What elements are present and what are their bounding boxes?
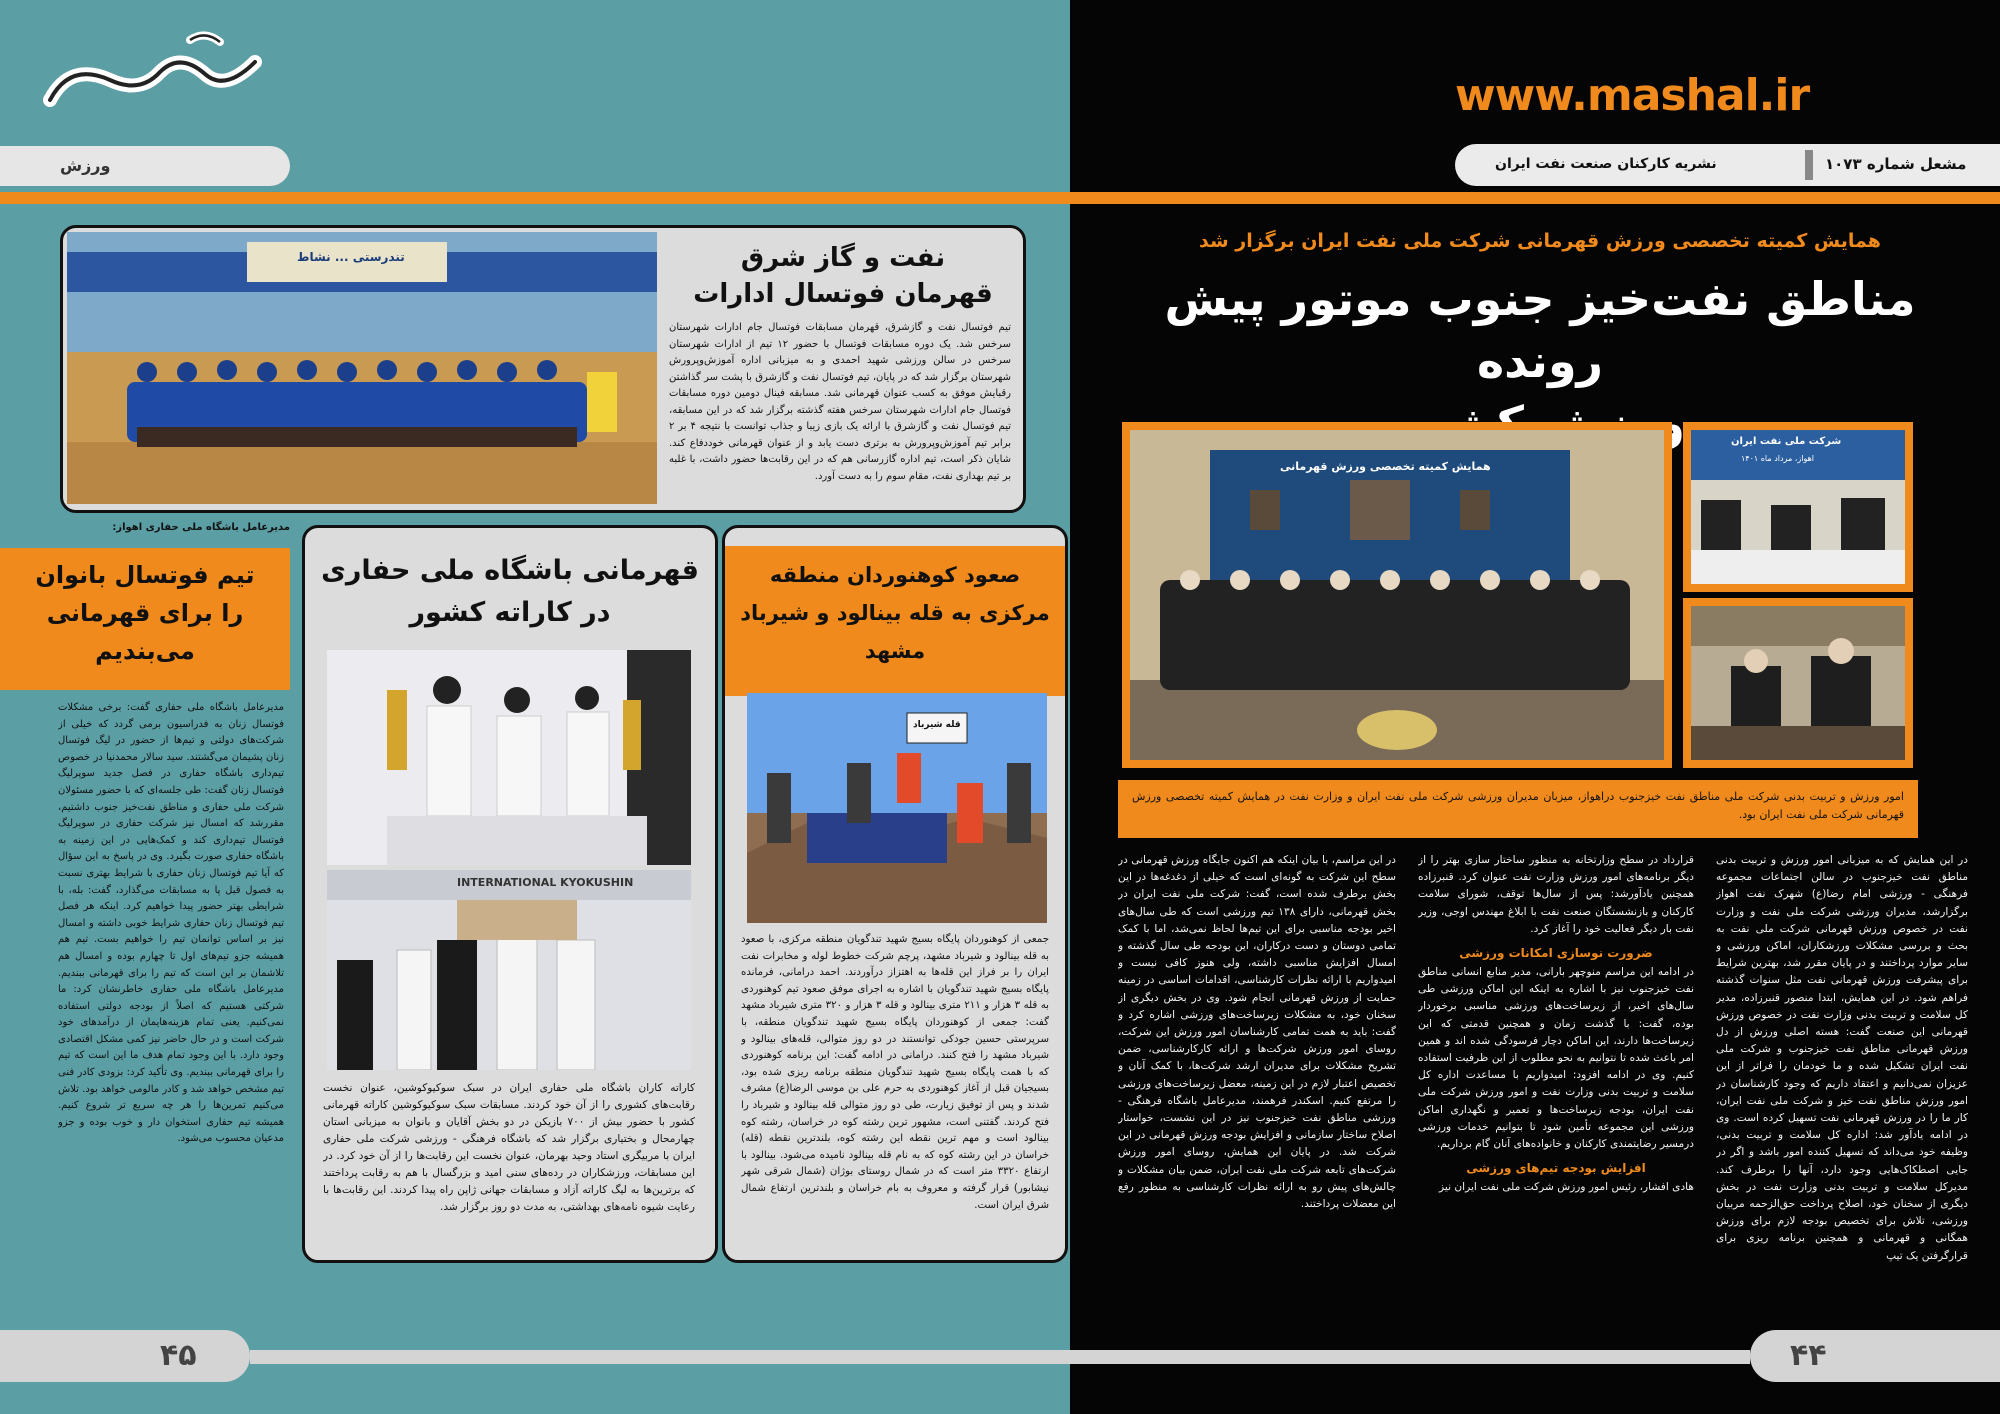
- top-orange-bar-left: [0, 192, 1070, 204]
- caption-text: امور ورزش و تربیت بدنی شرکت ملی مناطق نفت خیزجنوب دراهواز، میزبان مدیران ورزشی شرکت ملی نفت ایران و وزارت نفت در همایش کمیته تخصصی ورزش قهرمانی شرکت ملی نفت ایران بود.: [1132, 790, 1904, 821]
- futsal-title: [673, 240, 1013, 312]
- women-title-box: [0, 548, 290, 690]
- main-col3: در این مراسم، با بیان اینکه هم اکنون جایگاه ورزش قهرمانی در سطح این شرکت به گونه‌ای است که خیلی از دغدغه‌ها در این بخش برطرف شده است، گفت: شرکت ملی نفت ایران در بخش قهرمانی، دارای ۱۳۸ تیم ورزشی است که طی سال‌های اخیر بودجه مناسبی برای این تیم‌ها لحاظ نمی‌شد، اما با کمک تمامی دوستان و دست درکاران، این بودجه طی سال گذشته و امسال افزایش مناسبی داشته، ولی هنوز کافی نیست و امیدواریم با ارائه نظرات کارشناسی، اقدامات اساسی در زمینه حمایت از ورزش قهرمانی انجام شود. وی در بخش دیگری از سخنان خود، به مشکلات زیرساخت‌های ورزشی اشاره کرد و گفت: باید به همت تمامی کارشناسان امور ورزش این شرکت، روسای امور ورزش شرکت‌ها و ارائه کارکارشناسی، ضمن تشریح مشکلات برای مدیران ارشد شرکت‌ها، با کمک آنان و تخصیص اعتبار لازم در این زمینه، معضل زیرساخت‌های ورزشی را مرتفع کنیم. اسکندر فرهمند، مدیرعامل باشگاه فرهنگی - ورزشی مناطق نفت خیزجنوب نیز در این نشست، خواستار اصلاح ساختار سازمانی و افزایش بودجه ورزش قهرمانی در این شرکت شد. در پایان این همایش، روسای امور ورزش شرکت‌های تابعه شرکت ملی نفت ایران، ضمن بیان مشکلات و چالش‌های پیش رو به ارائه نظرات کارشناسی به منظور رفع این معضلات پرداختند.: [1118, 854, 1396, 1211]
- futsal-body: تیم فوتسال نفت و گازشرق، قهرمان مسابقات فوتسال جام ادارات شهرستان سرخس شد. یک دوره مسابقات فوتسال با حضور ۱۲ تیم از ادارات شهرستان سرخس در سالن ورزشی شهید احمدی و به میزبانی اداره آموزش‌وپرورش شهرستان برگزار شد که در پایان، تیم فوتسال نفت و گازشرق با پشت سر گذاشتن رقبایش موفق به کسب عنوان قهرمانی شد. مسابقه فینال دومین دوره مسابقات فوتسال جام ادارات شهرستان سرخس هفته گذشته برگزار شد که در این مسابقه، تیم فوتسال نفت و گازشرق با ارائه یک بازی زیبا و جذاب توانست با نتیجه ۴ بر ۲ برابر تیم آموزش‌وپرورش به برتری دست یابد و از عنوان قهرمانی خوددفاع کند. شایان ذکر است، تیم اداره گازرسانی هم که در این رقابت‌ها حضور داشت، با غلبه بر تیم بهداری نفت، مقام سوم را به دست آورد.: [669, 322, 1011, 482]
- climb-title-box: [725, 546, 1065, 696]
- women-title-line3: می‌بندیم: [95, 637, 195, 665]
- sign-company-text: شرکت ملی نفت ایران: [1731, 436, 1842, 447]
- right-page-number: ۴۴: [1790, 1338, 1827, 1373]
- climb-title-line2: مرکزی به قله بینالود و شیرباد: [740, 601, 1050, 625]
- climbers-photo: [747, 693, 1047, 923]
- side-photo1-frame: [1683, 422, 1913, 592]
- karate-title-line1: قهرمانی باشگاه ملی حفاری: [321, 555, 699, 586]
- futsal-title-line1: نفت و گاز شرق: [740, 243, 946, 273]
- futsal-article: [60, 225, 1026, 513]
- climb-body: جمعی از کوهنوردان پایگاه بسیج شهید تندگویان منطقه مرکزی، با صعود به قله بینالود و شیرباد مشهد، پرچم شرکت خطوط لوله و مخابرات نفت ایران را بر فراز این قله‌ها به اهتزاز درآوردند. احمد درامانی، فرمانده پایگاه بسیج شهید تندگویان با اشاره به اجرای موفق صعود تیم کوهنوردی به قله ۳ هزار و ۲۱۱ متری بینالود و قله ۳ هزار و ۳۲۰ متری شیرباد مشهد گفت: جمعی از کوهنوردان پایگاه بسیج شهید تندگویان منطقه، با سرپرستی حسین جودکی توانستند در دو روز متوالی، قله‌های بینالود و شیرباد مشهد را فتح کنند. درامانی در ادامه گفت: این برنامه کوهنوردی که با همت پایگاه بسیج شهید تندگویان منطقه برنامه ریزی شده بود، بسیجیان قبل از آغاز کوهنوردی به حرم علی بن موسی الرضا(ع) مشرف شدند و پس از توفیق زیارت، طی دو روز متوالی قله بینالود و شیرباد را فتح کردند. گفتنی است، مشهور ترین رشته کوه در خراسان، رشته کوه بینالود است و مهم ترین نقطه این رشته کوه، بلندترین نقطه (قله) خراسان در این رشته کوه که به نام قله بینالود نامیده می‌شود. بینالود با ارتفاع ۳۳۲۰ متر است که در شمال روستای بوژان (شمال شرقی شهر نیشابور) قرار گرفته و معروف به بام خراسان و بلندترین ارتفاع شمال شرق ایران است.: [741, 934, 1049, 1211]
- futsal-title-line2: قهرمان فوتسال ادارات: [693, 279, 993, 309]
- group-meeting-photo: [1130, 430, 1664, 760]
- mashal-logo: [40, 22, 270, 122]
- karate-ceremony-photo: [327, 870, 691, 1070]
- women-kicker: [40, 522, 290, 533]
- climb-title-line1: صعود کوهنوردان منطقه: [769, 563, 1021, 587]
- main-kicker: همایش کمیته تخصصی ورزش قهرمانی شرکت ملی نفت ایران برگزار شد: [1199, 230, 1881, 252]
- masthead-divider: [1805, 150, 1813, 180]
- left-page-number-tab: [0, 1330, 250, 1382]
- sign-date-text: اهواز، مرداد ماه ۱۴۰۱: [1741, 454, 1815, 463]
- top-orange-bar-right: [1070, 192, 2000, 204]
- side-photo2-frame: [1683, 598, 1913, 768]
- futsal-banner-text: تندرستی ... نشاط: [297, 250, 405, 264]
- karate-article: [302, 525, 718, 1263]
- main-col2-text: قرارداد در سطح وزارتخانه به منظور ساختار سازی بهتر را از دیگر برنامه‌های امور ورزش وزارت نفت عنوان کرد. قنبرزاده همچنین یادآورشد: پس از سال‌ها توقف، شورای سلامت کارکنان و بازنشستگان صنعت نفت با ابلاغ مهندس اوجی، وزیر نفت بار دیگر فعالیت خود را آغاز کرد.: [1418, 854, 1694, 935]
- climb-title: [725, 546, 1065, 670]
- women-title-line2: را برای قهرمانی: [46, 599, 244, 627]
- left-page-number: ۴۵: [160, 1338, 197, 1373]
- publication-name: نشریه کارکنان صنعت نفت ایران: [1495, 156, 1717, 172]
- hall-banner-text: همایش کمیته تخصصی ورزش قهرمانی: [1280, 460, 1491, 473]
- issue-number: مشعل شماره ۱۰۷۳: [1825, 155, 1967, 173]
- subhead-budget: افزایش بودجه تیم‌های ورزشی: [1466, 1161, 1646, 1176]
- right-footer-strip: [1070, 1350, 1750, 1364]
- subhead-renovation: ضرورت نوسازی امکانات ورزشی: [1459, 946, 1653, 961]
- main-col2c-text: هادی افشار، رئیس امور ورزش شرکت ملی نفت ایران نیز: [1439, 1181, 1694, 1194]
- karate-title-line2: در کاراته کشور: [409, 597, 611, 628]
- left-footer: [0, 1330, 1070, 1382]
- section-tab: [0, 146, 290, 186]
- meeting-table-photo: [1691, 430, 1905, 584]
- karate-banner-text: INTERNATIONAL KYOKUSHIN: [457, 876, 634, 889]
- main-photo-frame: [1122, 422, 1672, 768]
- futsal-team-photo: [67, 232, 657, 504]
- website-url: www.mashal.ir: [1455, 70, 1810, 121]
- right-page-number-tab: [1750, 1330, 2000, 1382]
- climb-title-line3: مشهد: [864, 639, 926, 663]
- women-kicker-text: مدیرعامل باشگاه ملی حفاری اهواز:: [112, 522, 290, 533]
- main-col2b-text: در ادامه این مراسم منوچهر بارانی، مدیر منابع انسانی مناطق نفت خیزجنوب نیز با اشاره به اینکه این اماکن ورزشی طی سال‌های اخیر، از زیرساخت‌های ورزشی مناسبی برخوردار بوده، گفت: با گذشت زمان و همچنین قدمتی که این زیرساخت‌ها دارند، این اماکن دچار فرسودگی شده اند و همین امر باعث شده تا نتوانیم به نحو مطلوب از این ظرفیت استفاده کنیم. وی در ادامه افزود: امیدواریم با مساعدت اداره کل سلامت و تربیت بدنی وزارت نفت و امور ورزش شرکت ملی نفت ایران، بودجه زیرساخت‌ها و تعمیر و نگهداری اماکن ورزشی این مجموعه تأمین شود تا بتوانیم خدمات ورزشی درمسیر رضایتمندی کارکنان و خانواده‌های آنان گام برداریم.: [1418, 966, 1694, 1151]
- women-body: مدیرعامل باشگاه ملی حفاری گفت: برخی مشکلات فوتسال زنان به فدراسیون برمی گردد که خیلی از شرکت‌های دولتی و تیم‌ها از حضور در لیگ فوتسال زنان پشیمان می‌گشتند. سید سالار محمدنیا در خصوص تیم‌داری باشگاه حفاری در فصل جدید سوپرلیگ فوتسال زنان گفت: طی جلسه‌ای که با حضور مسئولان شرکت ملی حفاری و مناطق نفت‌خیز جنوب داشتیم، مقررشد که امسال نیز شرکت حفاری در سوپرلیگ فوتسال تیم‌داری کند و کمک‌هایی در این زمینه به باشگاه حفاری صورت بگیرد. وی در پاسخ به این سؤال که آیا تیم فوتسال زنان حفاری با شرایط بهتری نسبت به فصول قبل پا به مسابقات می‌گذارد، گفت: بله، با شرایطی بهتر حضور پیدا خواهیم کرد. اینکه هر فصل تیم فوتسال زنان حفاری شرایط خوبی داشته و امسال نیز بر اساس توانمان تیم را خواهیم بست. تیم هم همیشه جزو تیم‌های اول تا چهارم بوده و امسال هم تلاشمان بر این است که تیم را برای قهرمانی ببندیم. مدیرعامل باشگاه ملی حفاری خاطرنشان کرد: ما شرکتی هستیم که اصلاً از بودجه دولتی استفاده نمی‌کنیم. یعنی تمام هزینه‌هایمان از درآمدهای خود شرکت است و در حال حاضر نیز کمی مشکل اقتصادی وجود دارد. با این وجود تمام هدف ما این است که تیم را برای قهرمانی ببندیم. وی تأکید کرد: بزودی کادر فنی تیم مشخص خواهد شد و کادر مالومی خواهد بود. تلاش می‌کنیم تمرین‌ها را هر چه سریع تر شروع کنیم. همیشه تیم حفاری استخوان دار و خوب بوده و جزو مدعیان محسوب می‌شود.: [58, 702, 284, 1145]
- section-label: ورزش: [60, 156, 111, 175]
- karate-body: کاراته کاران باشگاه ملی حفاری ایران در سبک سوکیوکوشین، عنوان نخست رقابت‌های کشوری را از آن خود کردند. مسابقات سبک سوکیوکوشین کاراته قهرمانی کشور با حضور بیش از ۷۰۰ بازیکن در دو بخش آقایان و بانوان به میزبانی استان چهارمحال و بختیاری برگزار شد که باشگاه فرهنگی - ورزشی شرکت ملی حفاری ایران با مربیگری استاد وحید بهرمان، عنوان نخست این رقابت‌ها را از آن خود کرد. در این مسابقات، ورزشکاران در رده‌های سنی امید و بزرگسال با هم به رقابت پرداختند که برترین‌ها به لیگ کاراته آزاد و مسابقات جهانی ژاپن راه پیدا کردند. این رقابت‌ها با رعایت شیوه نامه‌های بهداشتی، به مدت دو روز برگزار شد.: [323, 1082, 695, 1213]
- climb-sign-text: قله شیرباد: [913, 720, 961, 730]
- caption-box: [1118, 780, 1918, 838]
- main-col1: در این همایش که به میزبانی امور ورزش و تربیت بدنی مناطق نفت خیزجنوب در سالن اجتماعات مجموعه فرهنگی - ورزشی امام رضا(ع) شهرک نفت اهواز برگزارشد، مدیران ورزشی شرکت ملی نفت و وزارت نفت در خصوص ورزش قهرمانی شرکت ملی نفت به بحث و بررسی مشکلات ورزشکاران، اماکن ورزشی و سایر موارد پرداختند و در پایان مقرر شد، بهترین شرایط برای پیشرفت ورزش قهرمانی نفت مثل سنوات گذشته فراهم شود. در این همایش، ابتدا منصور قنبرزاده، مدیر کل سلامت و تربیت بدنی وزارت نفت در خصوص ورزش قهرمانی این صنعت گفت: هسته اصلی ورزش از دل ورزش قهرمانی مناطق نفت خیزجنوب و شرکت ملی نفت ایران تشکیل شده و ما خودمان را فراتر از این عزیزان نمی‌دانیم و اعتقاد داریم که وجود کارشناسان در امور ورزش مناطق نفت خیز و شرکت ملی نفت ایران، کار ما را در ورزش قهرمانی نفت تسهیل کرده است. وی در ادامه یادآور شد: اداره کل سلامت و تربیت بدنی، وظیفه خود می‌داند که تسهیل کننده امور باشد و اگر در جایی اصطکاک‌هایی وجود دارد، آنها را برطرف کند. مدیرکل سلامت و تربیت بدنی وزارت نفت در بخش دیگری از سخنان خود، اصلاح پرداخت حق‌الزحمه مربیان ورزشی، تلاش برای تخصیص بودجه لازم برای ورزش همگانی و قهرمانی و همچنین برنامه ریزی برای قرارگرفتن یک تیپ: [1716, 854, 1968, 1262]
- karate-podium-photo: [327, 650, 691, 865]
- climb-article: [722, 525, 1068, 1263]
- left-footer-strip: [250, 1350, 1070, 1364]
- women-title: [0, 548, 290, 670]
- main-title-line1: مناطق نفت‌خیز جنوب موتور پیش رونده: [1164, 272, 1916, 388]
- women-title-line1: تیم فوتسال بانوان: [35, 561, 255, 589]
- masthead-bar: [1455, 144, 2000, 186]
- main-col2: [1418, 852, 1694, 1304]
- speaker-photo: [1691, 606, 1905, 760]
- right-footer: [1070, 1330, 2000, 1382]
- karate-title: [315, 550, 705, 634]
